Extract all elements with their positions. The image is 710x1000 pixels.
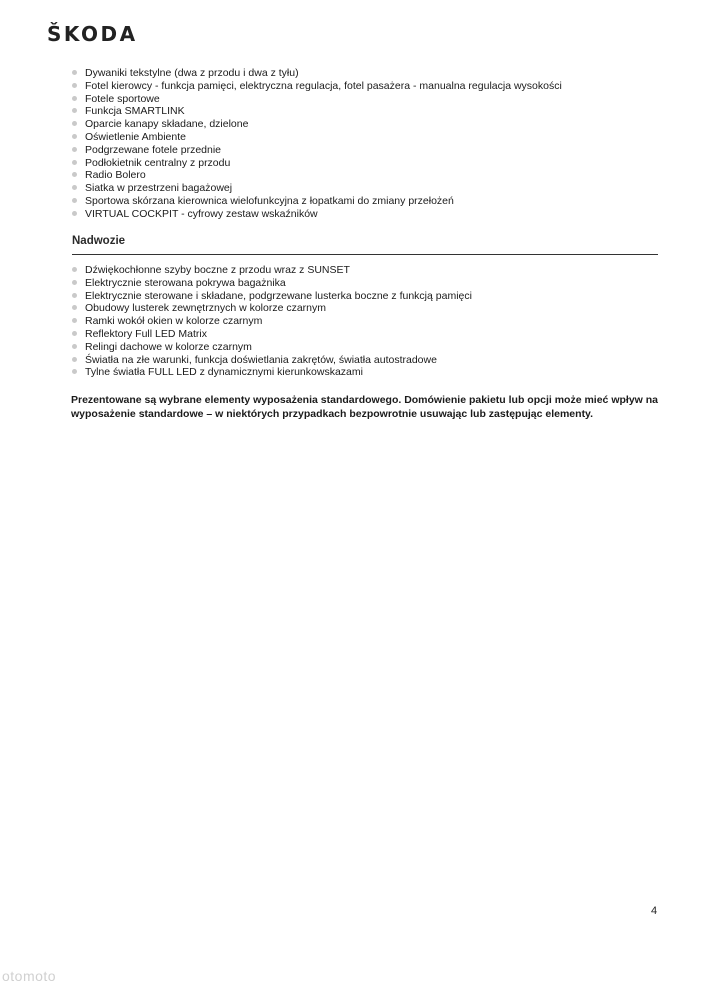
list-item-text: Oparcie kanapy składane, dzielone [85, 118, 249, 131]
list-item [72, 144, 562, 157]
list-item [72, 264, 472, 277]
list-item [72, 93, 562, 106]
list-item [72, 208, 562, 221]
list-item-text: Relingi dachowe w kolorze czarnym [85, 340, 252, 353]
list-item [72, 169, 562, 182]
list-item [72, 195, 562, 208]
list-item [72, 354, 472, 367]
section-title-body: Nadwozie [72, 235, 126, 247]
watermark-text: otomoto [2, 968, 57, 984]
list-item [72, 105, 562, 118]
bullet-icon [72, 357, 77, 362]
list-item-text: Światła na złe warunki, funkcja doświetlania zakrętów, światła autostradowe [85, 353, 437, 366]
list-item [72, 157, 562, 170]
list-item-text: Obudowy lusterek zewnętrznych w kolorze czarnym [85, 302, 327, 315]
list-item-text: Tylne światła FULL LED z dynamicznymi kierunkowskazami [85, 366, 363, 379]
list-item-text: Oświetlenie Ambiente [85, 130, 186, 143]
skoda-logo: ŠKODA [47, 22, 138, 46]
list-item-text: Fotel kierowcy - funkcja pamięci, elektryczna regulacja, fotel pasażera - manualna regulacja wysokości [85, 79, 562, 92]
list-item [72, 80, 562, 93]
bullet-icon [72, 96, 77, 101]
bullet-icon [72, 83, 77, 88]
list-item [72, 315, 472, 328]
bullet-icon [72, 280, 77, 285]
list-item-text: Reflektory Full LED Matrix [85, 327, 207, 340]
list-item [72, 366, 472, 379]
interior-equipment-list [72, 67, 562, 221]
list-item [72, 118, 562, 131]
list-item-text: Elektrycznie sterowana pokrywa bagażnika [85, 276, 286, 289]
bullet-icon [72, 344, 77, 349]
section-divider [72, 254, 658, 255]
bullet-icon [72, 331, 77, 336]
list-item-text: Fotele sportowe [85, 92, 160, 105]
bullet-icon [72, 318, 77, 323]
bullet-icon [72, 293, 77, 298]
list-item-text: Elektrycznie sterowane i składane, podgrzewane lusterka boczne z funkcją pamięci [85, 289, 472, 302]
list-item-text: Podłokietnik centralny z przodu [85, 156, 231, 169]
body-equipment-list [72, 264, 472, 379]
list-item [72, 302, 472, 315]
bullet-icon [72, 160, 77, 165]
bullet-icon [72, 172, 77, 177]
bullet-icon [72, 211, 77, 216]
list-item-text: Dźwiękochłonne szyby boczne z przodu wraz z SUNSET [85, 264, 350, 276]
list-item-text: Sportowa skórzana kierownica wielofunkcyjna z łopatkami do zmiany przełożeń [85, 194, 454, 207]
list-item-text: Dywaniki tekstylne (dwa z przodu i dwa z tyłu) [85, 67, 299, 79]
list-item-text: Ramki wokół okien w kolorze czarnym [85, 315, 263, 328]
bullet-icon [72, 134, 77, 139]
list-item [72, 131, 562, 144]
list-item [72, 341, 472, 354]
list-item-text: Siatka w przestrzeni bagażowej [85, 182, 233, 195]
bullet-icon [72, 121, 77, 126]
list-item [72, 67, 562, 80]
bullet-icon [72, 369, 77, 374]
list-item [72, 182, 562, 195]
page-number: 4 [651, 905, 658, 917]
bullet-icon [72, 108, 77, 113]
list-item-text: VIRTUAL COCKPIT - cyfrowy zestaw wskaźników [85, 207, 318, 220]
list-item-text: Radio Bolero [85, 169, 146, 182]
list-item [72, 277, 472, 290]
disclaimer-note: Prezentowane są wybrane elementy wyposażenia standardowego. Domówienie pakietu lub opcji może mieć wpływ na wyposażenie standardowe – w niektórych przypadkach bezpowrotnie usuwając lub zastępując elementy. [71, 394, 658, 420]
bullet-icon [72, 198, 77, 203]
bullet-icon [72, 70, 77, 75]
list-item-text: Podgrzewane fotele przednie [85, 143, 222, 156]
bullet-icon [72, 185, 77, 190]
bullet-icon [72, 147, 77, 152]
bullet-icon [72, 267, 77, 272]
bullet-icon [72, 305, 77, 310]
list-item [72, 328, 472, 341]
list-item-text: Funkcja SMARTLINK [85, 105, 185, 118]
list-item [72, 290, 472, 303]
